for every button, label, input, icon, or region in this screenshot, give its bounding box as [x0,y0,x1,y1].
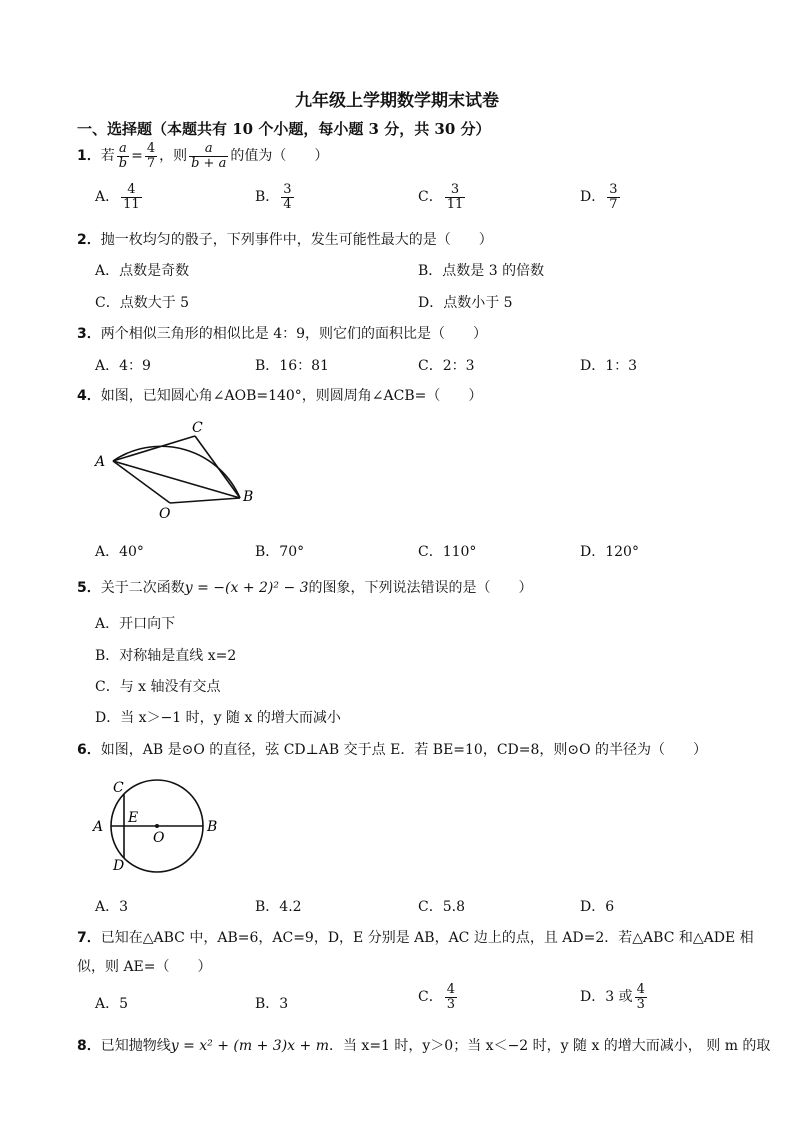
option-c[interactable] [418,183,467,211]
option-d[interactable]: D．当 x＞−1 时，y 随 x 的增大而减小 [95,710,341,726]
numerator: 4 [446,982,455,997]
option-d[interactable]: D．6 [580,899,615,915]
label-o: O [159,506,171,522]
question-number: 5． [77,580,101,596]
formula: y = x² + (m + 3)x + m [170,1038,329,1054]
section-heading: 一、选择题（本题共有 10 个小题，每小题 3 分，共 30 分） [77,120,491,138]
option-label: A．5 [95,996,129,1012]
option-d[interactable]: D．点数小于 5 [418,295,513,311]
question-7-cont: 似，则 AE=（ ） [77,959,212,975]
center-point [155,824,159,828]
circle-diagram-chord [85,770,235,880]
label-a: A [95,454,106,470]
question-2 [77,229,493,249]
denominator: 7 [146,155,156,171]
option-b[interactable]: B．16：81 [255,358,329,374]
label-o: O [153,830,165,846]
question-text: 两个相似三角形的相似比是 4：9，则它们的面积比是（ ） [100,326,488,342]
option-b[interactable] [255,183,296,211]
question-number: 1． [77,148,101,165]
fraction [145,142,157,170]
q1-mid: ，则 [159,148,188,165]
label-d: D [113,858,125,874]
option-label: C． [418,189,443,206]
option-label: D． [580,189,606,206]
option-c[interactable]: C．110° [418,544,477,560]
question-text: 的图象，下列说法错误的是（ ） [308,580,533,596]
option-d[interactable]: D．1：3 [580,358,638,374]
label-a: A [93,819,104,835]
question-7 [77,927,754,947]
option-a[interactable]: A．开口向下 [95,616,176,632]
denominator: 3 [446,996,455,1012]
denominator: 11 [123,196,140,212]
segment-ao [113,461,170,503]
fraction [445,183,466,211]
label-c: C [192,420,203,436]
option-b[interactable]: B．对称轴是直线 x=2 [95,648,237,664]
circle-diagram-aob [85,410,275,530]
label-c: C [113,780,124,796]
segment-ab [113,461,240,498]
fraction [281,183,293,211]
option-c[interactable]: C．与 x 轴没有交点 [95,679,221,695]
question-1 [77,142,328,170]
fraction [635,983,647,1011]
option-d[interactable] [580,983,649,1011]
q1-post: 的值为（ ） [230,148,329,165]
option-c[interactable] [418,983,459,1011]
option-a[interactable]: A．40° [95,544,144,560]
option-a[interactable]: A．点数是奇数 [95,263,190,279]
question-6 [77,739,707,759]
segment-ob [170,498,240,503]
option-b[interactable]: B．70° [255,544,305,560]
question-text: 抛一枚均匀的骰子，下列事件中，发生可能性最大的是（ ） [100,232,493,248]
question-text: 如图，AB 是⊙O 的直径，弦 CD⊥AB 交于点 E．若 BE=10，CD=8，则⊙O 的半径为（ ） [100,742,708,758]
question-number: 2． [77,232,101,248]
numerator: a [117,142,129,157]
option-label: B． [255,189,280,206]
denominator: 11 [446,196,464,212]
option-label: A． [95,189,120,206]
option-label: D．3 或 [580,989,633,1006]
question-8 [77,1035,770,1055]
denominator: b + a [191,155,227,171]
option-b[interactable]: B．4.2 [255,899,302,915]
fraction [121,183,142,211]
option-d[interactable]: D．120° [580,544,639,560]
formula: y = −(x + 2)² − 3 [184,580,309,596]
question-4 [77,385,482,405]
numerator: 4 [146,141,156,156]
option-label: B．3 [255,996,289,1012]
option-b[interactable] [255,993,288,1013]
option-c[interactable]: C．点数大于 5 [95,295,190,311]
question-number: 8． [77,1038,101,1054]
denominator: 3 [636,996,645,1012]
option-b[interactable]: B．点数是 3 的倍数 [418,263,545,279]
question-number: 7． [77,930,101,946]
page-title: 九年级上学期数学期末试卷 [295,91,499,111]
numerator: 4 [121,183,142,198]
numerator: a [189,142,228,157]
denominator: b [118,155,128,171]
option-c[interactable]: C．5.8 [418,899,465,915]
option-a[interactable] [95,993,128,1013]
equals-sign: = [131,148,143,165]
numerator: 3 [283,182,292,197]
question-number: 4． [77,388,101,404]
question-3 [77,323,487,343]
option-a[interactable] [95,183,144,211]
option-d[interactable] [580,183,622,211]
numerator: 3 [609,182,618,197]
fraction [189,142,228,170]
fraction [607,183,619,211]
segment-cb [195,436,240,498]
question-5 [77,577,533,597]
numerator: 4 [636,982,645,997]
denominator: 7 [609,196,618,212]
question-number: 3． [77,326,101,342]
label-b: B [243,489,254,505]
option-label: C． [418,989,443,1006]
denominator: 4 [283,196,292,212]
option-c[interactable]: C．2：3 [418,358,475,374]
question-text: ．当 x=1 时，y＞0；当 x＜−2 时，y 随 x 的增大而减小， 则 m 的取 [328,1038,771,1054]
numerator: 3 [445,183,466,198]
question-text: 已知抛物线 [100,1038,171,1054]
label-e: E [128,810,139,826]
fraction [117,142,129,170]
question-text: 如图，已知圆心角∠AOB=140°，则圆周角∠ACB=（ ） [100,388,483,404]
question-number: 6． [77,742,101,758]
question-text: 关于二次函数 [100,580,185,596]
fraction [445,983,457,1011]
option-a[interactable]: A．4：9 [95,358,151,374]
label-b: B [207,819,218,835]
q1-pre: 若 [100,148,115,165]
option-a[interactable]: A．3 [95,899,129,915]
question-text: 已知在△ABC 中，AB=6，AC=9，D，E 分别是 AB，AC 边上的点，且 AD=2．若△ABC 和△ADE 相 [100,930,754,946]
